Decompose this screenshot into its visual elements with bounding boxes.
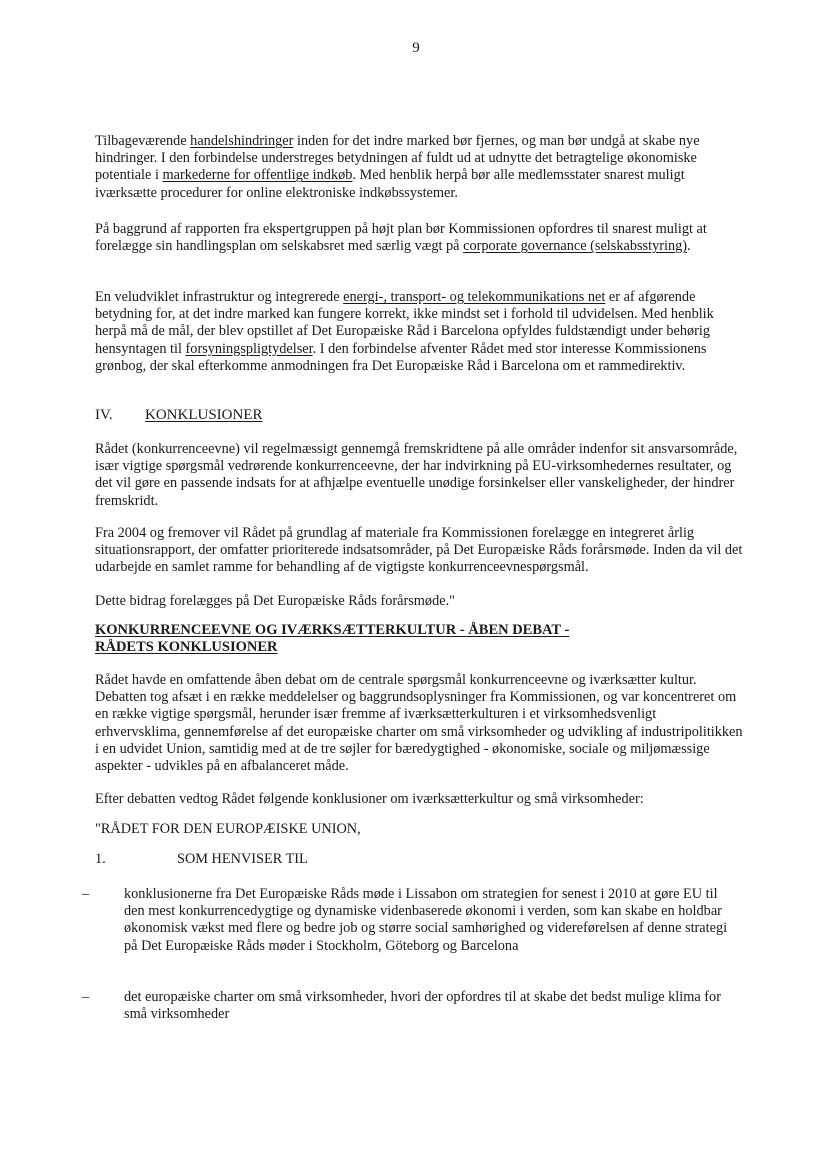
text: På baggrund af rapporten fra ekspertgruppen på højt plan bør Kommissionen opfordres til snarest muligt at forelægge sin handlingsplan om selskabsret med særlig vægt på	[95, 221, 707, 255]
underlined-term: markederne for offentlige indkøb	[162, 167, 353, 184]
list-item	[82, 886, 732, 955]
paragraph-open-debate: Rådet havde en omfattende åben debat om de centrale spørgsmål konkurrenceevne og iværksætter kultur. Debatten tog afsæt i en række meddelelser og baggrundsoplysninger fra Kommissionen, og var koncentreret om en række vigtige spørgsmål, herunder især fremme af iværksætterkulturen i et virksomhedsvenligt erhvervsklima, gennemførelse af det europæiske charter om små virksomheder og udvikling af industripolitikken i en udvidet Union, samtidig med at de tre søjler for bæredygtighed - økonomiske, sociale og miljømæssige aspekter - udvikles på en afbalanceret måde.	[95, 672, 743, 775]
item-text: SOM HENVISER TIL	[177, 851, 308, 867]
page-number: 9	[412, 40, 420, 56]
dash-bullet: –	[82, 989, 90, 1005]
text: En veludviklet infrastruktur og integrerede	[95, 289, 344, 305]
numbered-item	[95, 851, 308, 868]
heading-line: RÅDETS KONKLUSIONER	[95, 639, 278, 655]
list-item-text: konklusionerne fra Det Europæiske Råds møde i Lissabon om strategien for senest i 2010 at gøre EU til den mest konkurrencedygtige og dynamiske videnbaserede økonomi i verden, som kan skabe en holdbar økonomisk vækst med flere og bedre job og større social samhørighed og videreførelsen af denne strategi på Det Europæiske Råds møder i Stockholm, Göteborg og Barcelona	[124, 886, 728, 954]
dash-bullet: –	[82, 886, 90, 902]
paragraph-contribution: Dette bidrag forelægges på Det Europæiske Råds forårsmøde."	[95, 593, 455, 609]
section-title: KONKLUSIONER	[145, 407, 263, 423]
paragraph-company-law	[95, 221, 745, 255]
underlined-term: handelshindringer	[190, 133, 294, 149]
paragraph-infrastructure	[95, 289, 745, 375]
paragraph-council-title: "RÅDET FOR DEN EUROPÆISKE UNION,	[95, 821, 361, 837]
paragraph-conclusions-intro: Efter debatten vedtog Rådet følgende konklusioner om iværksætterkultur og små virksomheder:	[95, 791, 644, 807]
text: . Med henblik herpå bør alle medlemsstater snarest muligt iværksætte procedurer for online elektroniske indkøbssystemer.	[95, 167, 685, 201]
text: . I den forbindelse afventer Rådet med stor interesse Kommissionens grønbog, der skal efterkomme anmodningen fra Det Europæiske Råd i Barcelona om et rammedirektiv.	[95, 340, 707, 374]
section-heading-iv	[95, 407, 263, 424]
underlined-term: corporate governance (selskabsstyring)	[463, 238, 688, 255]
text: Tilbageværende	[95, 133, 191, 149]
section-number: IV.	[95, 407, 113, 423]
list-item-text: det europæiske charter om små virksomheder, hvori der opfordres til at skabe det bedst mulige klima for små virksomheder	[124, 989, 721, 1023]
underlined-term: energi-, transport- og telekommunikations net	[343, 289, 606, 305]
text: er af afgørende betydning for, at det indre marked kan fungere korrekt, ikke mindst set i forhold til udvidelsen. Med henblik herpå må de mål, der blev opstillet af Det Europæiske Råd i Barcelona opfyldes fuldstændigt under behørig hensyntagen til	[95, 289, 714, 357]
underlined-term: forsyningspligtydelser	[185, 340, 313, 357]
item-number: 1.	[95, 851, 106, 867]
text: .	[687, 238, 691, 255]
paragraph-annual-report: Fra 2004 og fremover vil Rådet på grundlag af materiale fra Kommissionen forelægge en integreret årlig situationsrapport, der omfatter prioriterede indsatsområder, på Det Europæiske Råds forårsmøde. Inden da vil det udarbejde en samlet ramme for behandling af de vigtigste konkurrenceevnespørgsmål.	[95, 525, 743, 576]
paragraph-trade-barriers	[95, 133, 745, 202]
paragraph-council-review: Rådet (konkurrenceevne) vil regelmæssigt gennemgå fremskridtene på alle områder indenfor sit ansvarsområde, især vigtige spørgsmål vedrørende konkurrenceevne, der har indvirkning på EU-virksomhedernes resultater, og det vil gøre en passende indsats for at afhjælpe eventuelle unødige forsinkelser eller vanskeligheder, der hindrer fremskridt.	[95, 441, 738, 509]
heading-line: KONKURRENCEEVNE OG IVÆRKSÆTTERKULTUR - ÅBEN DEBAT -	[95, 622, 570, 638]
text: inden for det indre marked bør fjernes, og man bør undgå at skabe nye hindringer. I den forbindelse understreges betydningen af fuldt ud at udnytte det betragtelige økonomiske potentiale i	[95, 133, 700, 184]
section-heading-competitiveness	[95, 622, 655, 656]
list-item	[82, 989, 732, 1023]
